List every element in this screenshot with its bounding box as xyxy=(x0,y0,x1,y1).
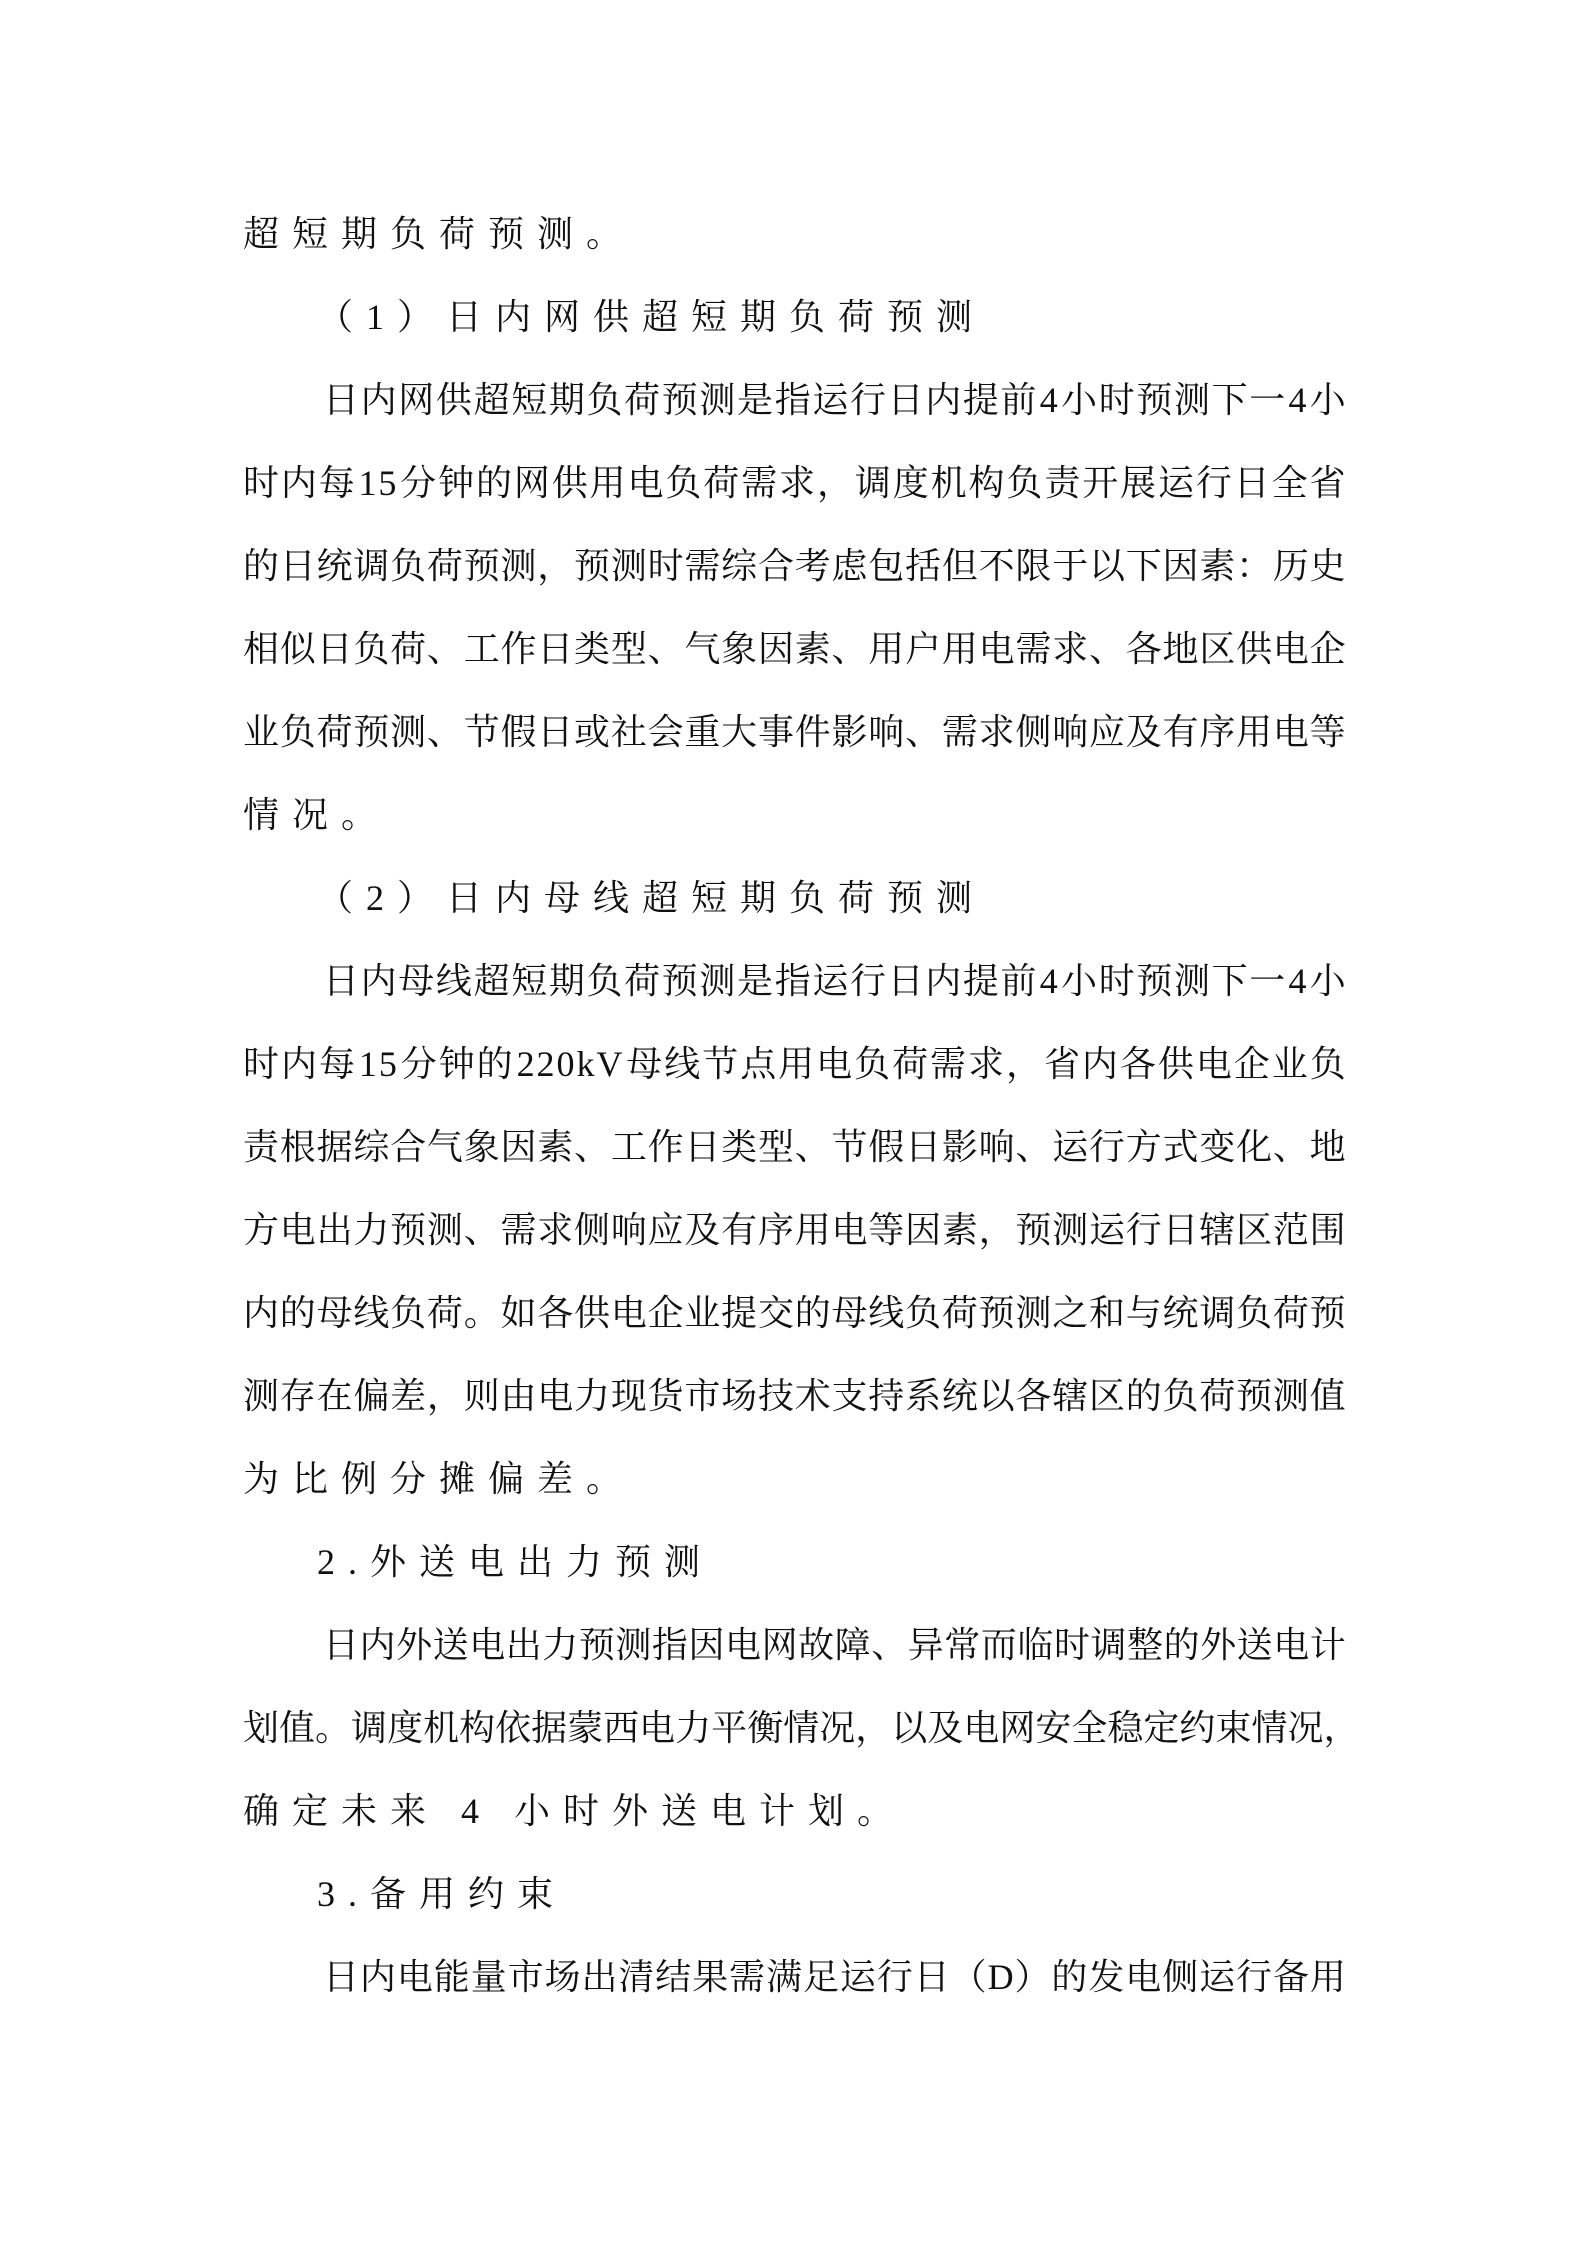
paragraph-line: 业 负 荷 预 测 、 节 假 日 或 社 会 重 大 事 件 影 响 、 需 求 侧 响 应 及 有 序 用 电 等 xyxy=(243,712,1346,752)
paragraph-line: 内 的 母 线 负 荷 。 如 各 供 电 企 业 提 交 的 母 线 负 荷 预 测 之 和 与 统 调 负 荷 预 xyxy=(243,1293,1346,1333)
section-heading-reserve-constraint: 3.备用约束 xyxy=(317,1874,567,1914)
document-body xyxy=(243,193,1360,2019)
paragraph-line: 时 内 每 1 5 分 钟 的 网 供 用 电 负 荷 需 求 ， 调 度 机 构 负 责 开 展 运 行 日 全 省 xyxy=(243,463,1346,503)
paragraph-line: 划 值 。 调 度 机 构 依 据 蒙 西 电 力 平 衡 情 况 ， 以 及 电 网 安 全 稳 定 约 束 情 况 ， xyxy=(243,1708,1360,1748)
paragraph-line: 责 根 据 综 合 气 象 因 素 、 工 作 日 类 型 、 节 假 日 影 响 、 运 行 方 式 变 化 、 地 xyxy=(243,1127,1346,1167)
section-heading-2: （2）日内母线超短期负荷预测 xyxy=(317,878,986,918)
paragraph-line: 的 日 统 调 负 荷 预 测 ， 预 测 时 需 综 合 考 虑 包 括 但 不 限 于 以 下 因 素 ： 历 史 xyxy=(243,546,1346,586)
paragraph-line: 日 内 电 能 量 市 场 出 清 结 果 需 满 足 运 行 日 （ D ） 的 发 电 侧 运 行 备 用 xyxy=(323,1957,1346,1997)
paragraph-continuation: 超短期负荷预测。 xyxy=(243,214,636,254)
paragraph-line: 时 内 每 1 5 分 钟 的 2 2 0 k V 母 线 节 点 用 电 负 荷 需 求 ， 省 内 各 供 电 企 业 负 xyxy=(243,1044,1346,1084)
paragraph-line: 日 内 母 线 超 短 期 负 荷 预 测 是 指 运 行 日 内 提 前 4 小 时 预 测 下 一 4 小 xyxy=(323,961,1346,1001)
paragraph-line: 日 内 网 供 超 短 期 负 荷 预 测 是 指 运 行 日 内 提 前 4 小 时 预 测 下 一 4 小 xyxy=(323,380,1346,420)
paragraph-line: 测 存 在 偏 差 ， 则 由 电 力 现 货 市 场 技 术 支 持 系 统 以 各 辖 区 的 负 荷 预 测 值 xyxy=(243,1376,1346,1416)
paragraph-line: 情况。 xyxy=(243,795,391,835)
paragraph-line: 为比例分摊偏差。 xyxy=(243,1459,636,1499)
paragraph-line: 确定未来 4 小时外送电计划。 xyxy=(243,1791,907,1831)
section-heading-1: （1）日内网供超短期负荷预测 xyxy=(317,297,986,337)
paragraph-line: 方 电 出 力 预 测 、 需 求 侧 响 应 及 有 序 用 电 等 因 素 ， 预 测 运 行 日 辖 区 范 围 xyxy=(243,1210,1346,1250)
paragraph-line: 相 似 日 负 荷 、 工 作 日 类 型 、 气 象 因 素 、 用 户 用 电 需 求 、 各 地 区 供 电 企 xyxy=(243,629,1346,669)
paragraph-line: 日 内 外 送 电 出 力 预 测 指 因 电 网 故 障 、 异 常 而 临 时 调 整 的 外 送 电 计 xyxy=(323,1625,1346,1665)
section-heading-outgoing-power: 2.外送电出力预测 xyxy=(317,1542,714,1582)
